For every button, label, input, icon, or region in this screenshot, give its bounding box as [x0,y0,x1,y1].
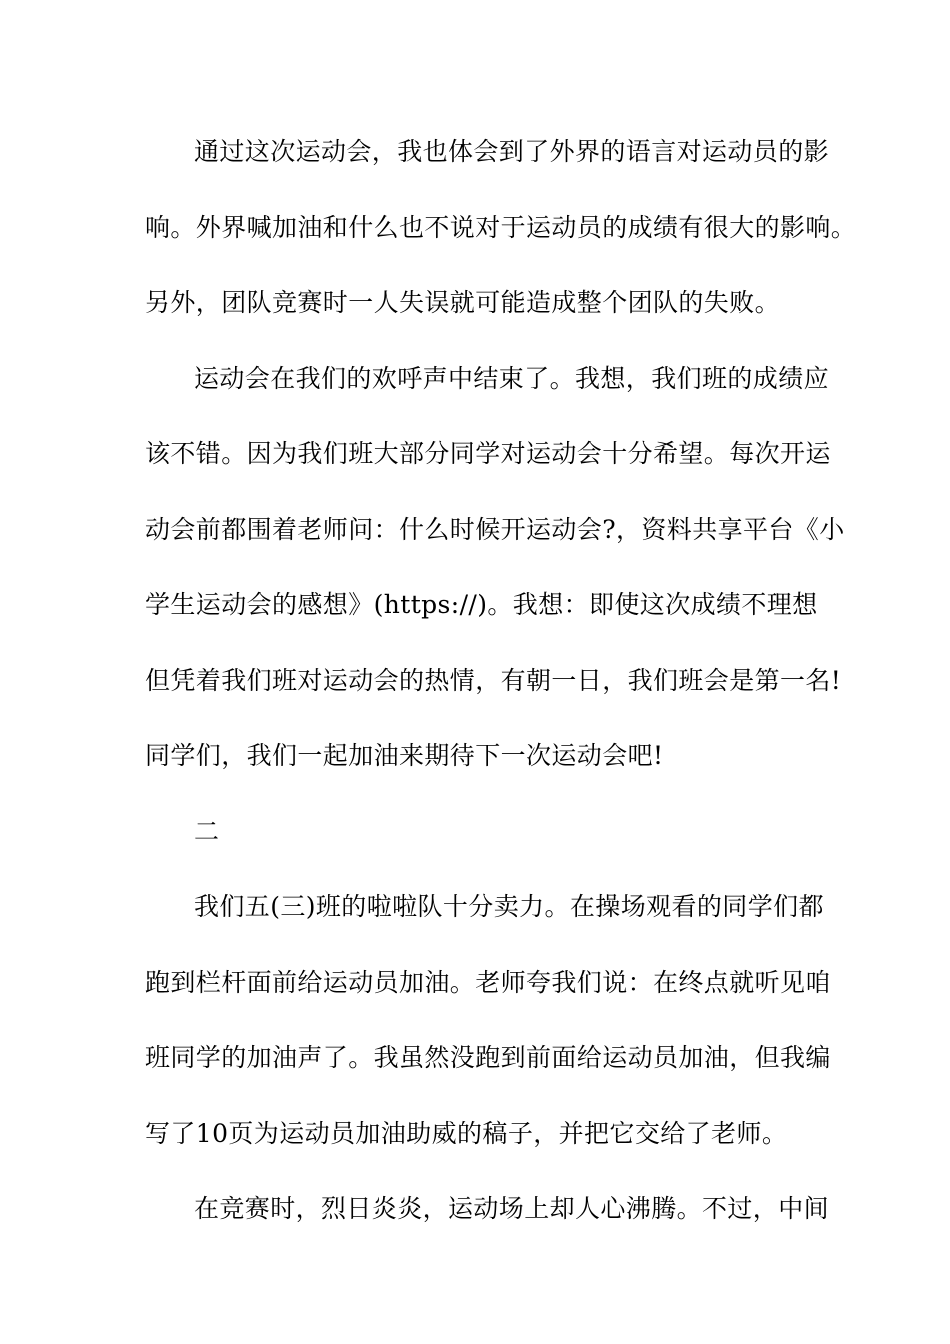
text-line: 我们五(三)班的啦啦队十分卖力。在操场观看的同学们都 [194,892,824,921]
text-line: 写了10页为运动员加油助威的稿子，并把它交给了老师。 [145,1118,788,1148]
text-line: 但凭着我们班对运动会的热情，有朝一日，我们班会是第一名! [145,665,842,695]
document-body [145,130,857,1263]
text-line: 运动会在我们的欢呼声中结束了。我想，我们班的成绩应 [194,363,830,393]
text-line: 该不错。因为我们班大部分同学对运动会十分希望。每次开运 [145,439,831,468]
text-line: 跑到栏杆面前给运动员加油。老师夸我们说：在终点就听见咱 [145,967,831,997]
text-line: 在竞赛时，烈日炎炎，运动场上却人心沸腾。不过，中间 [194,1194,830,1223]
text-line: 学生运动会的感想》(https://)。我想：即使这次成绩不理想 [145,590,818,619]
text-line: 通过这次运动会，我也体会到了外界的语言对运动员的影 [194,137,830,166]
text-line: 响。外界喊加油和什么也不说对于运动员的成绩有很大的影响。 [145,212,857,242]
text-line: 同学们，我们一起加油来期待下一次运动会吧! [145,741,664,770]
text-line: 动会前都围着老师问：什么时候开运动会?，资料共享平台《小 [145,514,845,544]
text-line: 另外，团队竞赛时一人失误就可能造成整个团队的失败。 [145,288,781,317]
text-line: 二 [194,816,220,846]
text-line: 班同学的加油声了。我虽然没跑到前面给运动员加油，但我编 [145,1043,831,1072]
